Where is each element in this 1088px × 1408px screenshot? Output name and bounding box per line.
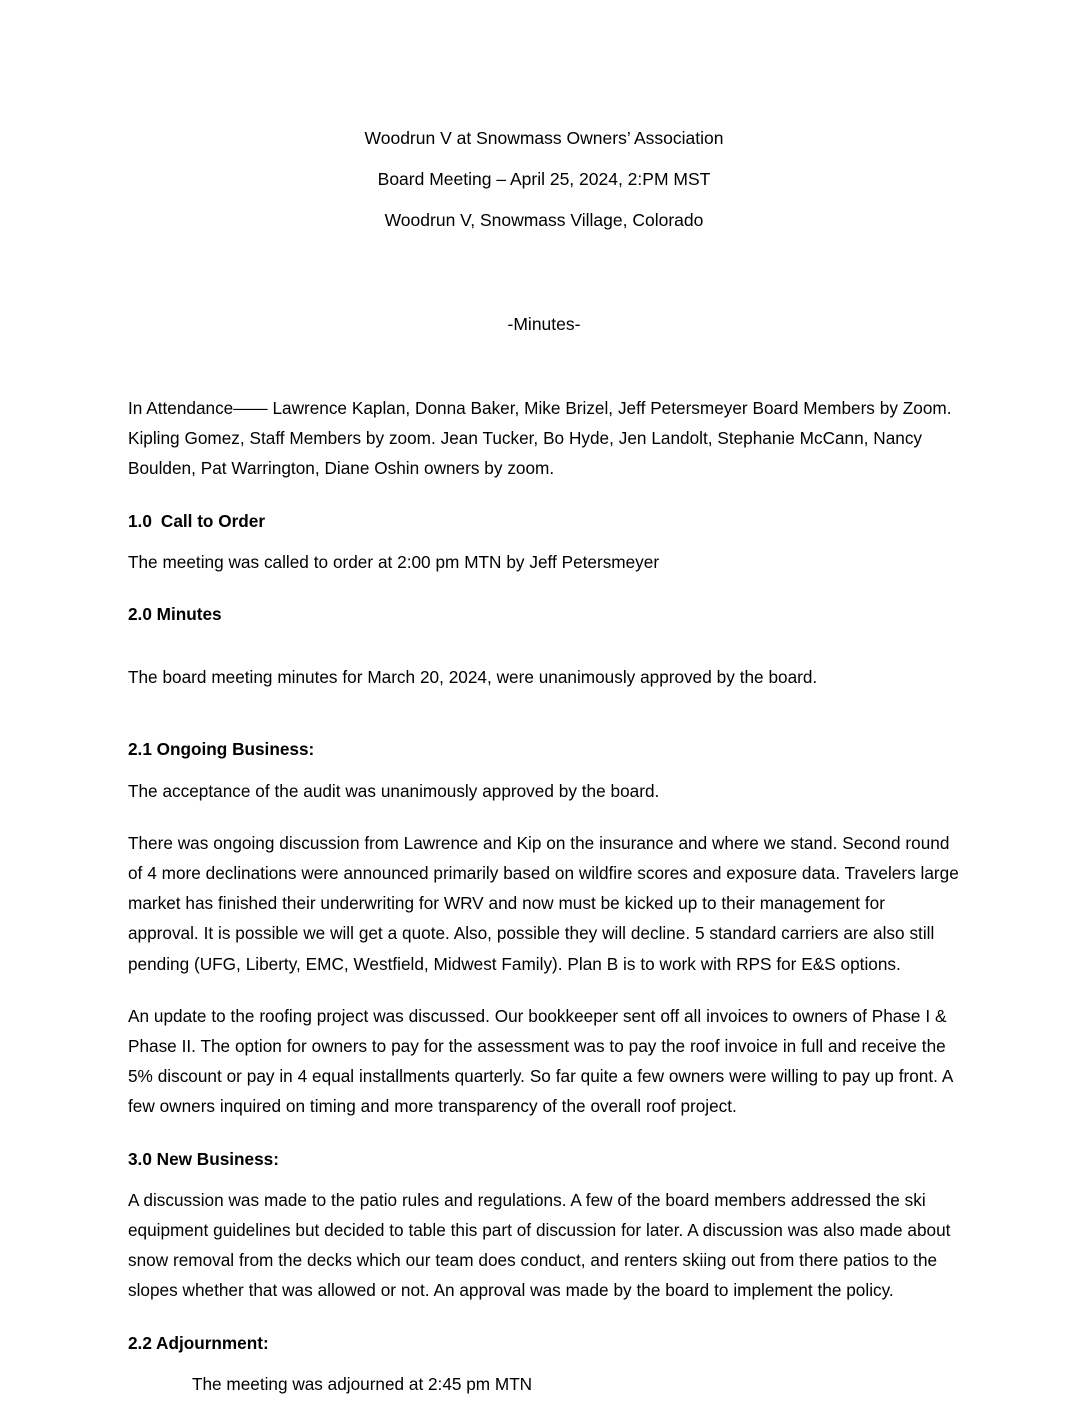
attendance-paragraph: In Attendance—— Lawrence Kaplan, Donna Baker, Mike Brizel, Jeff Petersmeyer Board Members by Zoom. Kipling Gomez, Staff Members by zoom. Jean Tucker, Bo Hyde, Jen Landolt, Stephanie McCann, Nancy Boulden, Pat Warrington, Diane Oshin owners by zoom. (128, 398, 952, 479)
document-content-column (128, 0, 960, 1399)
adjournment-paragraph: The meeting was adjourned at 2:45 pm MTN (192, 1373, 533, 1394)
heading-minutes: 2.0 Minutes (128, 604, 222, 625)
spacer (128, 1134, 960, 1144)
spacer (128, 704, 960, 734)
spacer (128, 818, 960, 828)
heading-call-to-order (128, 506, 960, 536)
spacer (128, 589, 960, 599)
heading-call-to-order-number: 1.0 (128, 510, 152, 531)
heading-adjournment: 2.2 Adjournment: (128, 1332, 269, 1353)
heading-new-business: 3.0 New Business: (128, 1148, 279, 1169)
ongoing-business-audit-paragraph: The acceptance of the audit was unanimously approved by the board. (128, 780, 660, 801)
heading-call-to-order-title: Call to Order (160, 510, 266, 531)
document-header (128, 0, 960, 241)
document-body (128, 393, 960, 1399)
spacer (128, 640, 960, 662)
new-business-paragraph: A discussion was made to the patio rules and regulations. A few of the board members addressed the ski equipment guidelines but decided to table this part of discussion for later. A discussion was also made about snow removal from the decks which our team does conduct, and renters skiing out from there patios to the slopes whether that was allowed or not. An approval was made by the board to implement the policy. (128, 1189, 951, 1301)
heading-ongoing-business: 2.1 Ongoing Business: (128, 739, 315, 760)
spacer (128, 991, 960, 1001)
header-line-location: Woodrun V, Snowmass Village, Colorado (384, 210, 704, 230)
document-subtitle-minutes: -Minutes- (507, 314, 581, 334)
call-to-order-paragraph: The meeting was called to order at 2:00 pm MTN by Jeff Petersmeyer (128, 551, 660, 572)
header-line-meeting-date: Board Meeting – April 25, 2024, 2:PM MST (377, 169, 711, 189)
minutes-approval-paragraph: The board meeting minutes for March 20, 2024, were unanimously approved by the board. (128, 667, 818, 688)
spacer (128, 1318, 960, 1328)
header-line-organization: Woodrun V at Snowmass Owners’ Association (364, 128, 724, 148)
spacer (128, 496, 960, 506)
ongoing-business-insurance-paragraph: There was ongoing discussion from Lawrence and Kip on the insurance and where we stand. Second round of 4 more declinations were announced primarily based on wildfire scores and exposure data. Travelers large market has finished their underwriting for WRV and now must be kicked up to their management for approval. It is possible we will get a quote. Also, possible they will decline. 5 standard carriers are also still pending (UFG, Liberty, EMC, Westfield, Midwest Family). Plan B is to work with RPS for E&S options. (128, 832, 959, 974)
ongoing-business-roofing-paragraph: An update to the roofing project was discussed. Our bookkeeper sent off all invoices to owners of Phase I & Phase II. The option for owners to pay for the assessment was to pay the roof invoice in full and receive the 5% discount or pay in 4 equal installments quarterly. So far quite a few owners were willing to pay up front. A few owners inquired on timing and more transparency of the overall roof project. (128, 1005, 953, 1117)
